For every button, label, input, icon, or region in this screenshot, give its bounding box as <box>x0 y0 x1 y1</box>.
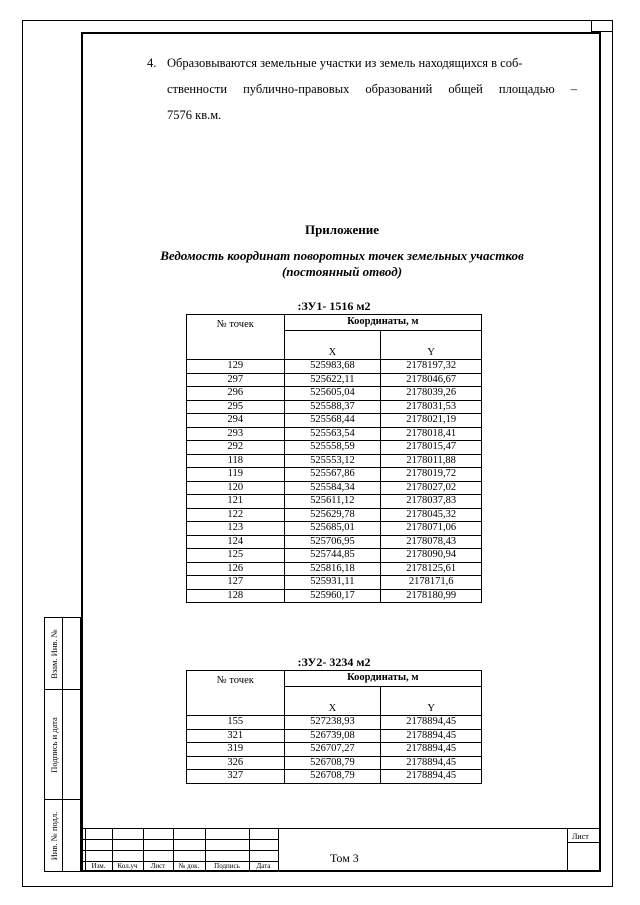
point-number-cell: 126 <box>187 562 285 576</box>
y-coord-cell: 2178015,47 <box>381 441 482 455</box>
table-row <box>187 373 482 387</box>
y-coord-cell: 2178027,02 <box>381 481 482 495</box>
appendix-subtitle <box>82 248 602 280</box>
point-number-cell: 127 <box>187 576 285 590</box>
table-2-y-header: Y <box>381 687 482 716</box>
x-coord-cell: 525629,78 <box>284 508 381 522</box>
table-1-point-header: № точек <box>187 315 285 360</box>
y-coord-cell: 2178039,26 <box>381 387 482 401</box>
y-coord-cell: 2178090,94 <box>381 549 482 563</box>
table-row <box>187 549 482 563</box>
table-row <box>187 770 482 784</box>
x-coord-cell: 527238,93 <box>284 716 381 730</box>
point-number-cell: 121 <box>187 495 285 509</box>
x-coord-cell: 525588,37 <box>284 400 381 414</box>
intro-line-2: ственности публично-правовых образований общей площадью – <box>167 82 577 96</box>
appendix-subtitle-line-2: (постоянный отвод) <box>281 264 403 279</box>
y-coord-cell: 2178894,45 <box>381 756 482 770</box>
point-number-cell: 319 <box>187 743 285 757</box>
stamp-podpis-cell <box>44 689 81 799</box>
y-coord-cell: 2178018,41 <box>381 427 482 441</box>
x-coord-cell: 525622,11 <box>284 373 381 387</box>
x-coord-cell: 525744,85 <box>284 549 381 563</box>
y-coord-cell: 2178171,6 <box>381 576 482 590</box>
y-coord-cell: 2178180,99 <box>381 589 482 603</box>
table-1-coords-header: Координаты, м <box>284 315 481 331</box>
point-number-cell: 128 <box>187 589 285 603</box>
appendix-subtitle-line-1: Ведомость координат поворотных точек земельных участков <box>160 248 524 263</box>
y-coord-cell: 2178894,45 <box>381 716 482 730</box>
table-row <box>187 441 482 455</box>
intro-paragraph <box>147 50 577 128</box>
x-coord-cell: 525611,12 <box>284 495 381 509</box>
table-row <box>187 387 482 401</box>
stamp-vzam-label: Взам. Инв. № <box>48 628 59 679</box>
y-coord-cell: 2178078,43 <box>381 535 482 549</box>
x-coord-cell: 525553,12 <box>284 454 381 468</box>
tb-label-ndok: № док. <box>178 862 200 870</box>
x-coord-cell: 525584,34 <box>284 481 381 495</box>
point-number-cell: 119 <box>187 468 285 482</box>
point-number-cell: 124 <box>187 535 285 549</box>
x-coord-cell: 525816,18 <box>284 562 381 576</box>
table-row <box>187 743 482 757</box>
tb-label-data: Дата <box>256 862 271 870</box>
y-coord-cell: 2178125,61 <box>381 562 482 576</box>
stamp-inv-cell <box>44 799 81 872</box>
tb-label-podpis: Подпись <box>214 862 240 870</box>
y-coord-cell: 2178021,19 <box>381 414 482 428</box>
appendix-title: Приложение <box>304 222 380 237</box>
table-row <box>187 427 482 441</box>
table-2-point-header: № точек <box>187 671 285 716</box>
y-coord-cell: 2178894,45 <box>381 770 482 784</box>
x-coord-cell: 526708,79 <box>284 756 381 770</box>
coords-table-1 <box>186 314 482 603</box>
y-coord-cell: 2178011,88 <box>381 454 482 468</box>
tb-label-izm: Изм. <box>91 862 106 870</box>
stamp-podpis-label: Подпись и дата <box>48 716 59 773</box>
table-row <box>187 756 482 770</box>
table-row <box>187 400 482 414</box>
y-coord-cell: 2178031,53 <box>381 400 482 414</box>
y-coord-cell: 2178046,67 <box>381 373 482 387</box>
y-coord-cell: 2178071,06 <box>381 522 482 536</box>
point-number-cell: 293 <box>187 427 285 441</box>
table-row <box>187 716 482 730</box>
coords-table-2 <box>186 670 482 784</box>
intro-number: 4. <box>147 56 157 70</box>
point-number-cell: 327 <box>187 770 285 784</box>
table-row <box>187 576 482 590</box>
sheet-label: Лист <box>572 832 589 841</box>
volume-label: Том 3 <box>330 851 359 865</box>
y-coord-cell: 2178894,45 <box>381 743 482 757</box>
y-coord-cell: 2178197,32 <box>381 360 482 374</box>
point-number-cell: 296 <box>187 387 285 401</box>
table-1-title: :ЗУ1- 1516 м2 <box>297 299 371 313</box>
table-row <box>187 562 482 576</box>
table-row <box>187 522 482 536</box>
x-coord-cell: 526708,79 <box>284 770 381 784</box>
x-coord-cell: 525685,01 <box>284 522 381 536</box>
y-coord-cell: 2178045,32 <box>381 508 482 522</box>
table-row <box>187 481 482 495</box>
point-number-cell: 297 <box>187 373 285 387</box>
table-2-coords-header: Координаты, м <box>284 671 481 687</box>
x-coord-cell: 525931,11 <box>284 576 381 590</box>
table-row <box>187 508 482 522</box>
table-1-y-header: Y <box>381 331 482 360</box>
tb-label-koluch: Кол.уч <box>117 862 138 870</box>
x-coord-cell: 525568,44 <box>284 414 381 428</box>
x-coord-cell: 526707,27 <box>284 743 381 757</box>
side-stamp <box>44 617 81 872</box>
point-number-cell: 118 <box>187 454 285 468</box>
point-number-cell: 123 <box>187 522 285 536</box>
x-coord-cell: 525567,86 <box>284 468 381 482</box>
table-row <box>187 414 482 428</box>
point-number-cell: 326 <box>187 756 285 770</box>
table-row <box>187 729 482 743</box>
y-coord-cell: 2178894,45 <box>381 729 482 743</box>
x-coord-cell: 525605,04 <box>284 387 381 401</box>
intro-line-1: Образовываются земельные участки из земель находящихся в соб- <box>167 56 523 70</box>
point-number-cell: 295 <box>187 400 285 414</box>
stamp-inv-label: Инв. № подл. <box>48 811 59 860</box>
point-number-cell: 120 <box>187 481 285 495</box>
table-row <box>187 468 482 482</box>
point-number-cell: 122 <box>187 508 285 522</box>
table-row <box>187 495 482 509</box>
point-number-cell: 321 <box>187 729 285 743</box>
x-coord-cell: 526739,08 <box>284 729 381 743</box>
point-number-cell: 292 <box>187 441 285 455</box>
x-coord-cell: 525983,68 <box>284 360 381 374</box>
table-2-title: :ЗУ2- 3234 м2 <box>297 655 371 669</box>
point-number-cell: 125 <box>187 549 285 563</box>
table-row <box>187 589 482 603</box>
point-number-cell: 155 <box>187 716 285 730</box>
y-coord-cell: 2178019,72 <box>381 468 482 482</box>
y-coord-cell: 2178037,83 <box>381 495 482 509</box>
point-number-cell: 294 <box>187 414 285 428</box>
intro-line-3: 7576 кв.м. <box>167 108 222 122</box>
corner-box <box>591 20 613 32</box>
table-row <box>187 535 482 549</box>
table-row <box>187 360 482 374</box>
point-number-cell: 129 <box>187 360 285 374</box>
x-coord-cell: 525706,95 <box>284 535 381 549</box>
tb-label-list: Лист <box>150 862 166 870</box>
x-coord-cell: 525960,17 <box>284 589 381 603</box>
table-2-x-header: X <box>284 687 381 716</box>
x-coord-cell: 525563,54 <box>284 427 381 441</box>
stamp-vzam-cell <box>44 617 81 689</box>
x-coord-cell: 525558,59 <box>284 441 381 455</box>
table-1-x-header: X <box>284 331 381 360</box>
table-row <box>187 454 482 468</box>
